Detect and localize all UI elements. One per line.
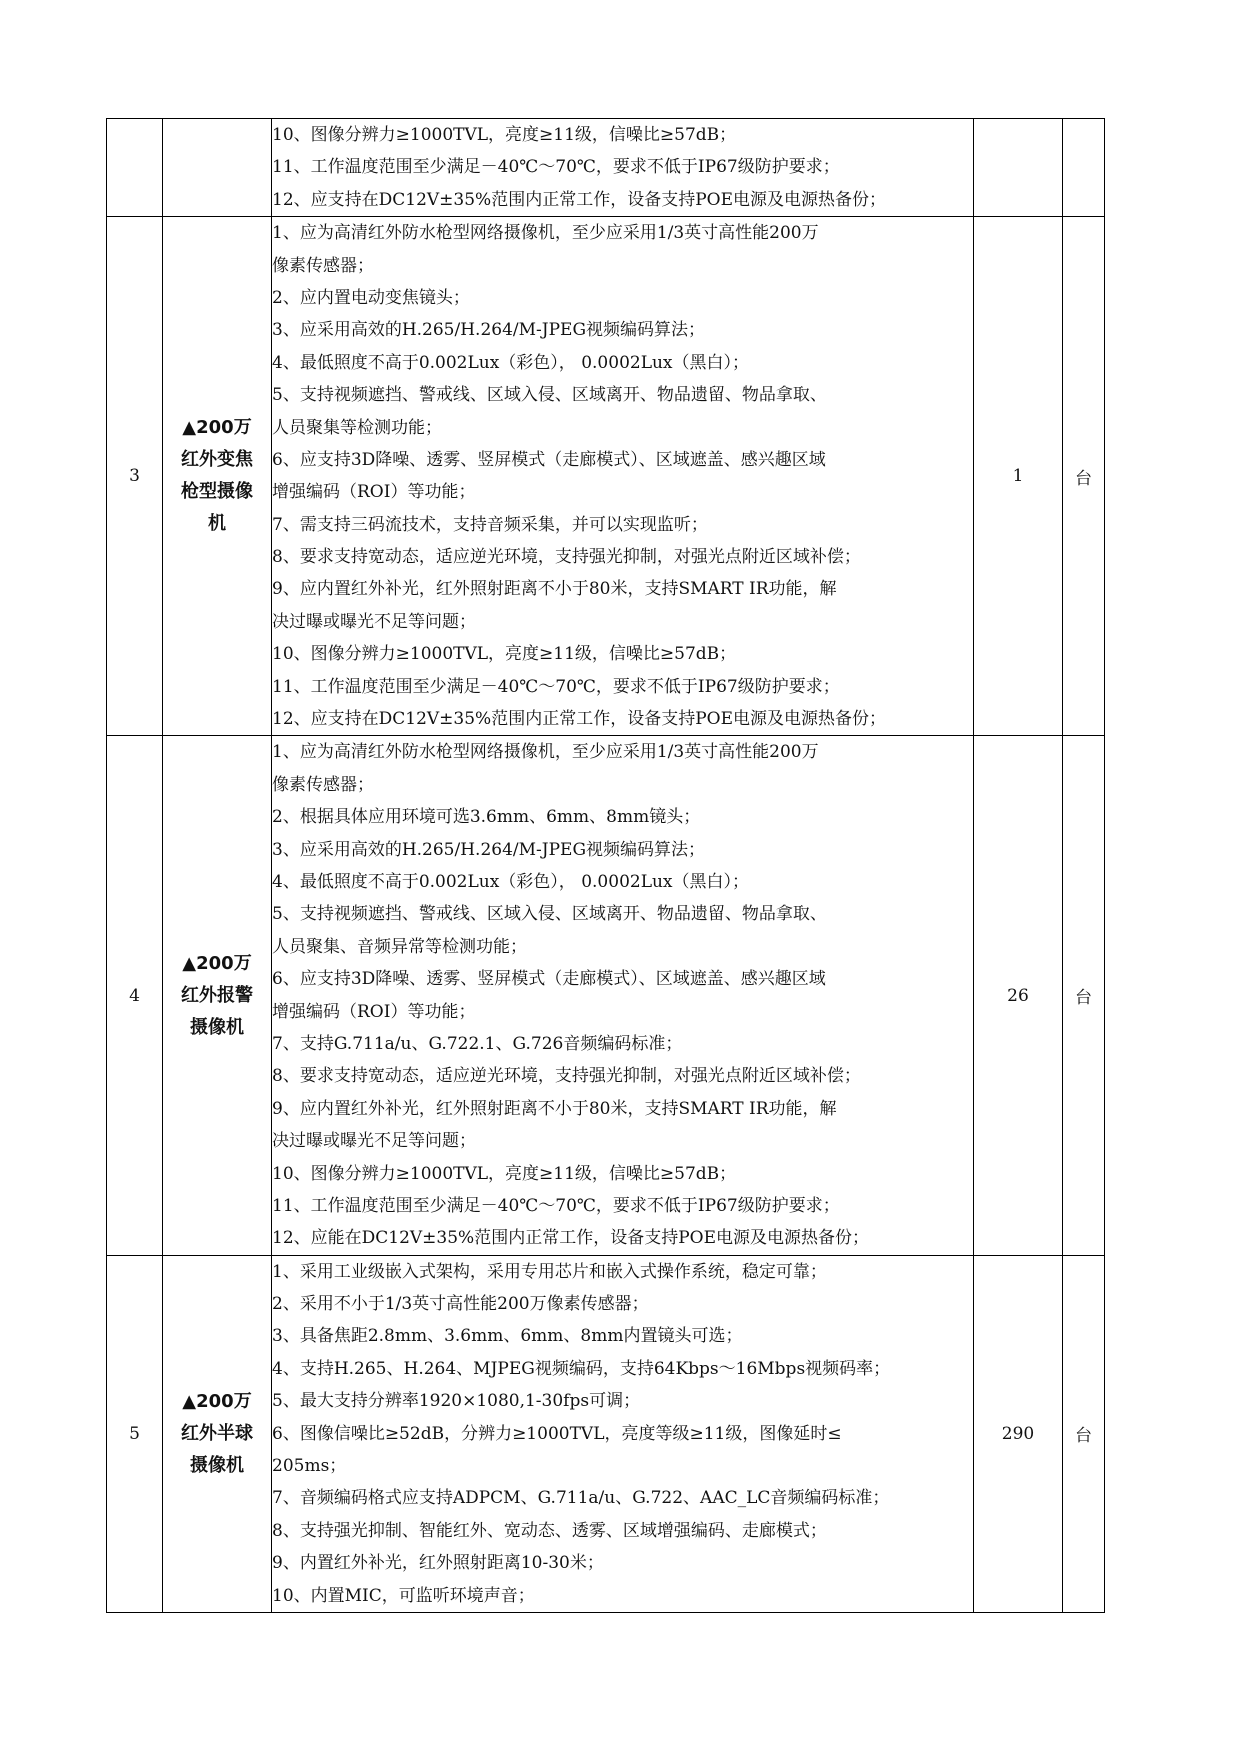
item-name-line: ▲200万	[182, 417, 252, 439]
spec-line: 1、应为高清红外防水枪型网络摄像机，至少应采用1/3英寸高性能200万	[272, 223, 819, 244]
spec-line: 决过曝或曝光不足等问题；	[272, 611, 476, 632]
spec-line: 人员聚集、音频异常等检测功能；	[272, 936, 527, 957]
spec-line: 12、应支持在DC12V±35%范围内正常工作，设备支持POE电源及电源热备份；	[272, 709, 886, 730]
item-name-line: 红外变焦	[181, 449, 253, 471]
spec-line: 5、最大支持分辨率1920×1080,1-30fps可调；	[272, 1391, 641, 1412]
item-unit-cell: 台	[1063, 1255, 1105, 1612]
item-name-line: ▲200万	[182, 1390, 252, 1412]
spec-line: 1、采用工业级嵌入式架构，采用专用芯片和嵌入式操作系统，稳定可靠；	[272, 1261, 827, 1282]
item-spec-cell	[272, 217, 974, 736]
spec-line: 8、支持强光抑制、智能红外、宽动态、透雾、区域增强编码、走廊模式；	[272, 1520, 827, 1541]
spec-line: 11、工作温度范围至少满足－40℃～70℃，要求不低于IP67级防护要求；	[272, 1195, 840, 1216]
spec-line: 7、音频编码格式应支持ADPCM、G.711a/u、G.722、AAC_LC音频编码标准；	[272, 1488, 890, 1509]
item-name-line: 摄像机	[190, 1016, 244, 1038]
spec-line: 10、图像分辨力≥1000TVL，亮度≥11级，信噪比≥57dB；	[272, 125, 737, 145]
spec-line: 205ms；	[272, 1456, 347, 1477]
spec-line: 像素传感器；	[272, 255, 374, 276]
spec-line: 4、最低照度不高于0.002Lux（彩色）， 0.0002Lux（黑白）；	[272, 871, 750, 892]
spec-line: 9、应内置红外补光，红外照射距离不小于80米，支持SMART IR功能，解	[272, 579, 837, 600]
item-quantity-cell: 1	[974, 217, 1063, 736]
spec-line: 3、应采用高效的H.265/H.264/M-JPEG视频编码算法；	[272, 320, 706, 341]
item-spec-cell	[272, 736, 974, 1255]
spec-line: 2、应内置电动变焦镜头；	[272, 287, 470, 308]
item-name-line: 枪型摄像	[181, 481, 253, 503]
item-name-line: 红外半球	[181, 1422, 253, 1444]
spec-line: 10、图像分辨力≥1000TVL，亮度≥11级，信噪比≥57dB；	[272, 1163, 737, 1184]
spec-line: 12、应能在DC12V±35%范围内正常工作，设备支持POE电源及电源热备份；	[272, 1228, 869, 1249]
item-name-cell	[163, 217, 272, 736]
item-unit-cell: 台	[1063, 736, 1105, 1255]
equipment-spec-table	[106, 118, 1105, 1613]
item-number-cell: 5	[107, 1255, 163, 1612]
table-row	[107, 1255, 1105, 1612]
item-name-line: 机	[208, 513, 226, 535]
item-quantity-cell: 26	[974, 736, 1063, 1255]
spec-line: 增强编码（ROI）等功能；	[272, 1001, 476, 1022]
spec-line: 增强编码（ROI）等功能；	[272, 482, 476, 503]
spec-line: 9、内置红外补光，红外照射距离10-30米；	[272, 1553, 604, 1574]
spec-line: 6、应支持3D降噪、透雾、竖屏模式（走廊模式）、区域遮盖、感兴趣区域	[272, 449, 826, 470]
spec-line: 6、应支持3D降噪、透雾、竖屏模式（走廊模式）、区域遮盖、感兴趣区域	[272, 969, 826, 990]
spec-line: 12、应支持在DC12V±35%范围内正常工作，设备支持POE电源及电源热备份；	[272, 189, 886, 210]
spec-line: 11、工作温度范围至少满足－40℃～70℃，要求不低于IP67级防护要求；	[272, 676, 840, 697]
table-body	[107, 119, 1105, 1613]
spec-line: 决过曝或曝光不足等问题；	[272, 1131, 476, 1152]
item-name-line: 摄像机	[190, 1454, 244, 1476]
spec-line: 4、最低照度不高于0.002Lux（彩色）， 0.0002Lux（黑白）；	[272, 352, 750, 373]
item-spec-cell	[272, 1255, 974, 1612]
spec-line: 2、根据具体应用环境可选3.6mm、6mm、8mm镜头；	[272, 807, 701, 828]
item-spec-cell	[272, 119, 974, 217]
spec-line: 2、采用不小于1/3英寸高性能200万像素传感器；	[272, 1294, 649, 1315]
table-row	[107, 119, 1105, 217]
spec-line: 5、支持视频遮挡、警戒线、区域入侵、区域离开、物品遗留、物品拿取、	[272, 904, 827, 925]
spec-line: 7、支持G.711a/u、G.722.1、G.726音频编码标准；	[272, 1033, 683, 1054]
item-name-cell	[163, 119, 272, 217]
spec-line: 11、工作温度范围至少满足－40℃～70℃，要求不低于IP67级防护要求；	[272, 157, 840, 178]
spec-line: 1、应为高清红外防水枪型网络摄像机，至少应采用1/3英寸高性能200万	[272, 742, 819, 763]
spec-line: 3、具备焦距2.8mm、3.6mm、6mm、8mm内置镜头可选；	[272, 1326, 743, 1347]
spec-line: 3、应采用高效的H.265/H.264/M-JPEG视频编码算法；	[272, 839, 706, 860]
spec-line: 人员聚集等检测功能；	[272, 417, 442, 438]
spec-line: 8、要求支持宽动态，适应逆光环境，支持强光抑制，对强光点附近区域补偿；	[272, 1066, 861, 1087]
spec-line: 7、需支持三码流技术，支持音频采集，并可以实现监听；	[272, 514, 708, 535]
spec-line: 10、内置MIC，可监听环境声音；	[272, 1585, 535, 1606]
item-name-cell	[163, 1255, 272, 1612]
item-number-cell	[107, 119, 163, 217]
spec-line: 8、要求支持宽动态，适应逆光环境，支持强光抑制，对强光点附近区域补偿；	[272, 547, 861, 568]
item-number-cell: 4	[107, 736, 163, 1255]
table-row	[107, 217, 1105, 736]
item-number-cell: 3	[107, 217, 163, 736]
spec-line: 5、支持视频遮挡、警戒线、区域入侵、区域离开、物品遗留、物品拿取、	[272, 385, 827, 406]
table-row	[107, 736, 1105, 1255]
spec-line: 像素传感器；	[272, 774, 374, 795]
item-unit-cell	[1063, 119, 1105, 217]
item-quantity-cell: 290	[974, 1255, 1063, 1612]
item-unit-cell: 台	[1063, 217, 1105, 736]
item-quantity-cell	[974, 119, 1063, 217]
spec-line: 6、图像信噪比≥52dB，分辨力≥1000TVL，亮度等级≥11级，图像延时≤	[272, 1423, 842, 1444]
item-name-line: 红外报警	[181, 984, 253, 1006]
item-name-cell	[163, 736, 272, 1255]
item-name-line: ▲200万	[182, 952, 252, 974]
spec-line: 4、支持H.265、H.264、MJPEG视频编码，支持64Kbps～16Mbps视频码率；	[272, 1358, 891, 1379]
spec-line: 10、图像分辨力≥1000TVL，亮度≥11级，信噪比≥57dB；	[272, 644, 737, 665]
spec-line: 9、应内置红外补光，红外照射距离不小于80米，支持SMART IR功能，解	[272, 1098, 837, 1119]
